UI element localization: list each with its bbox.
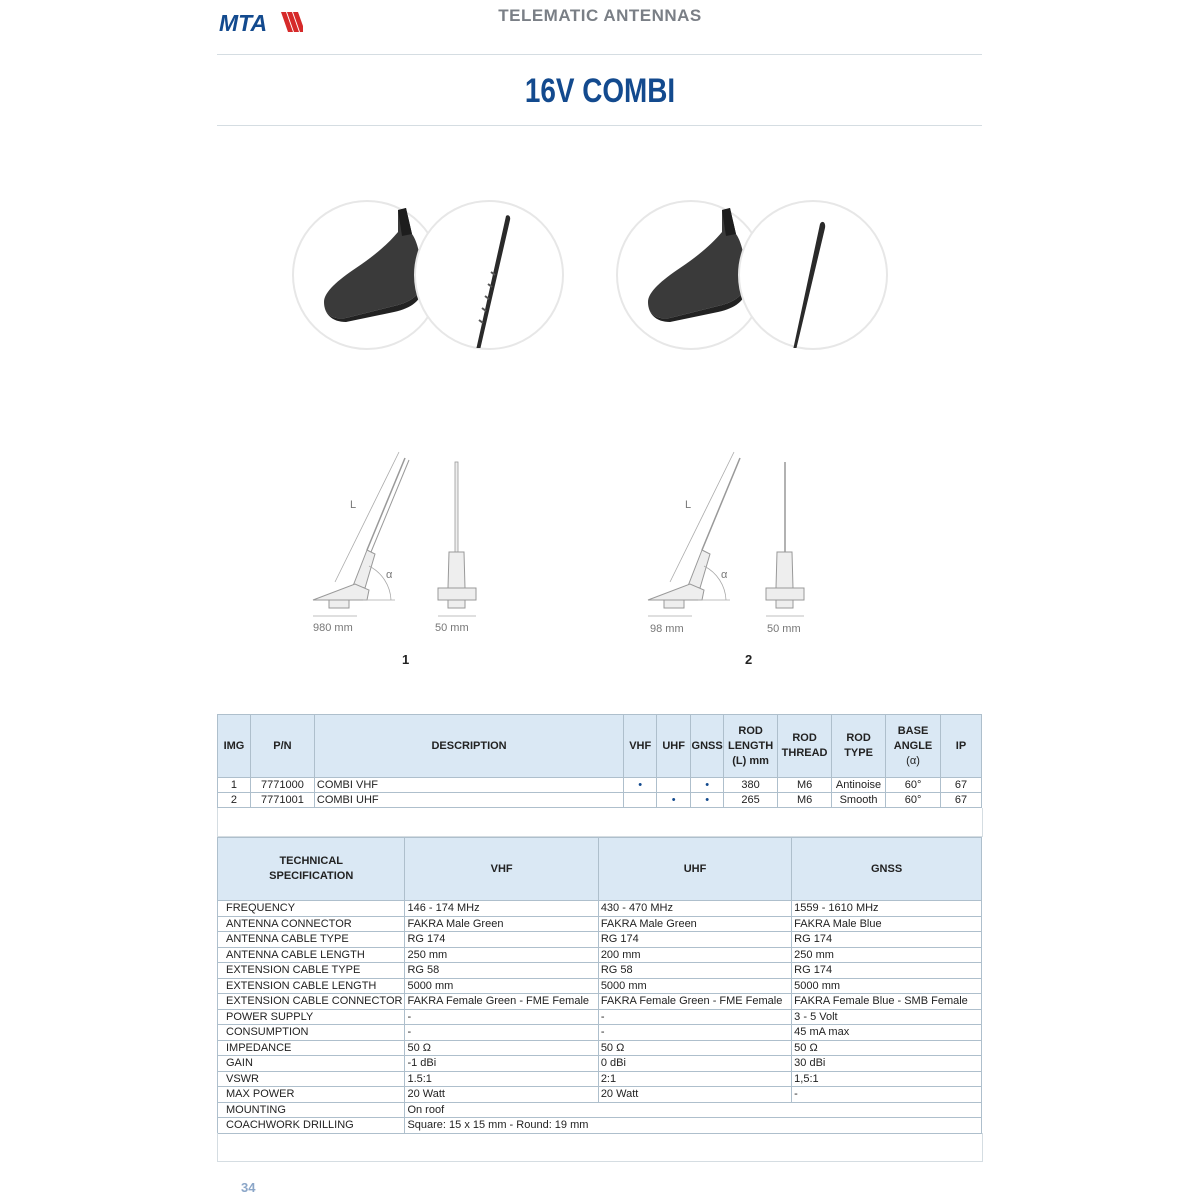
table-row <box>218 932 982 948</box>
header-rod-type: ROD TYPE <box>832 715 886 778</box>
base-width-label-2: 98 mm <box>650 623 684 635</box>
cell-spec-uhf: - <box>598 1009 791 1025</box>
cell-spec-label: FREQUENCY <box>218 901 405 917</box>
cell-spec-gnss: 250 mm <box>792 947 982 963</box>
cell-spec-label: ANTENNA CABLE TYPE <box>218 932 405 948</box>
length-label-1: L <box>350 499 357 511</box>
header-uhf: UHF <box>657 715 691 778</box>
table-row <box>218 994 982 1010</box>
cell-spec-uhf: FAKRA Female Green - FME Female <box>598 994 791 1010</box>
angle-label-2: α <box>721 569 728 581</box>
cell-vhf: • <box>624 778 657 793</box>
header-pn: P/N <box>250 715 314 778</box>
cell-spec-label: EXTENSION CABLE LENGTH <box>218 978 405 994</box>
table-row <box>218 778 982 793</box>
header-ip: IP <box>941 715 982 778</box>
cell-ip: 67 <box>941 793 982 808</box>
cell-description: COMBI UHF <box>314 793 623 808</box>
table-row <box>218 1025 982 1041</box>
diagram-number-2: 2 <box>745 652 753 667</box>
cell-spec-uhf: RG 58 <box>598 963 791 979</box>
cell-base-angle: 60° <box>886 778 941 793</box>
page-number: 34 <box>241 1180 256 1195</box>
header-rod-length: ROD LENGTH (L) mm <box>724 715 778 778</box>
header-spec-uhf: UHF <box>598 838 791 901</box>
header-img: IMG <box>218 715 251 778</box>
length-label-2: L <box>685 499 692 511</box>
cell-pn: 7771000 <box>250 778 314 793</box>
cell-gnss: • <box>691 793 724 808</box>
spec-table <box>217 837 982 1134</box>
front-width-label-2: 50 mm <box>767 623 801 635</box>
cell-spec-label: MAX POWER <box>218 1087 405 1103</box>
products-table-header <box>218 715 982 778</box>
cell-spec-uhf: 200 mm <box>598 947 791 963</box>
table-row <box>218 1071 982 1087</box>
angle-label-1: α <box>386 569 393 581</box>
table-row <box>218 1087 982 1103</box>
cell-uhf <box>657 778 691 793</box>
cell-spec-uhf: 430 - 470 MHz <box>598 901 791 917</box>
cell-spec-uhf: 2:1 <box>598 1071 791 1087</box>
cell-spec-vhf: FAKRA Male Green <box>405 916 598 932</box>
table-row <box>218 1056 982 1072</box>
header-base-angle: BASE ANGLE (α) <box>886 715 941 778</box>
cell-spec-uhf: FAKRA Male Green <box>598 916 791 932</box>
cell-spec-gnss: FAKRA Female Blue - SMB Female <box>792 994 982 1010</box>
technical-diagram-2 <box>640 450 820 640</box>
products-table-frame <box>217 808 983 837</box>
product-photo-2-rod <box>738 200 888 350</box>
front-width-label-1: 50 mm <box>435 622 469 634</box>
cell-spec-label: IMPEDANCE <box>218 1040 405 1056</box>
cell-spec-vhf: RG 174 <box>405 932 598 948</box>
cell-spec-gnss: 5000 mm <box>792 978 982 994</box>
cell-spec-uhf: 20 Watt <box>598 1087 791 1103</box>
cell-spec-gnss: RG 174 <box>792 963 982 979</box>
cell-img: 1 <box>218 778 251 793</box>
cell-rod-length: 265 <box>724 793 778 808</box>
cell-spec-uhf: 0 dBi <box>598 1056 791 1072</box>
cell-gnss: • <box>691 778 724 793</box>
cell-spec-vhf: 1.5:1 <box>405 1071 598 1087</box>
cell-spec-value: On roof <box>405 1102 982 1118</box>
cell-rod-length: 380 <box>724 778 778 793</box>
table-row <box>218 978 982 994</box>
cell-spec-gnss: 45 mA max <box>792 1025 982 1041</box>
table-row <box>218 793 982 808</box>
cell-img: 2 <box>218 793 251 808</box>
cell-uhf: • <box>657 793 691 808</box>
spec-table-header <box>218 838 982 901</box>
logo-lettering: MTA <box>219 10 268 34</box>
header-gnss: GNSS <box>691 715 724 778</box>
table-row <box>218 916 982 932</box>
header-vhf: VHF <box>624 715 657 778</box>
cell-spec-value: Square: 15 x 15 mm - Round: 19 mm <box>405 1118 982 1134</box>
cell-spec-gnss: 1559 - 1610 MHz <box>792 901 982 917</box>
table-row <box>218 901 982 917</box>
table-row <box>218 947 982 963</box>
diagram-number-1: 1 <box>402 652 410 667</box>
header-divider <box>217 54 982 55</box>
cell-spec-uhf: RG 174 <box>598 932 791 948</box>
cell-spec-gnss: 30 dBi <box>792 1056 982 1072</box>
cell-spec-vhf: FAKRA Female Green - FME Female <box>405 994 598 1010</box>
header-spec-vhf: VHF <box>405 838 598 901</box>
cell-description: COMBI VHF <box>314 778 623 793</box>
table-row <box>218 1118 982 1134</box>
base-width-label-1: 980 mm <box>313 622 353 634</box>
products-table <box>217 714 982 808</box>
cell-spec-gnss: - <box>792 1087 982 1103</box>
header-spec-gnss: GNSS <box>792 838 982 901</box>
cell-spec-vhf: 20 Watt <box>405 1087 598 1103</box>
cell-spec-label: VSWR <box>218 1071 405 1087</box>
cell-rod-thread: M6 <box>778 793 832 808</box>
cell-spec-vhf: 50 Ω <box>405 1040 598 1056</box>
cell-spec-label: EXTENSION CABLE CONNECTOR <box>218 994 405 1010</box>
table-row <box>218 963 982 979</box>
cell-rod-type: Smooth <box>832 793 886 808</box>
cell-spec-gnss: 1,5:1 <box>792 1071 982 1087</box>
table-row <box>218 1009 982 1025</box>
cell-spec-gnss: 3 - 5 Volt <box>792 1009 982 1025</box>
cell-spec-gnss: FAKRA Male Blue <box>792 916 982 932</box>
spec-table-frame <box>217 1133 983 1162</box>
cell-pn: 7771001 <box>250 793 314 808</box>
cell-spec-vhf: 5000 mm <box>405 978 598 994</box>
cell-spec-label: COACHWORK DRILLING <box>218 1118 405 1134</box>
cell-spec-vhf: - <box>405 1009 598 1025</box>
cell-spec-vhf: -1 dBi <box>405 1056 598 1072</box>
cell-spec-label: GAIN <box>218 1056 405 1072</box>
cell-rod-thread: M6 <box>778 778 832 793</box>
cell-spec-vhf: 146 - 174 MHz <box>405 901 598 917</box>
title-divider <box>217 125 982 126</box>
cell-spec-label: ANTENNA CONNECTOR <box>218 916 405 932</box>
cell-spec-label: POWER SUPPLY <box>218 1009 405 1025</box>
cell-spec-vhf: - <box>405 1025 598 1041</box>
header-spec: TECHNICAL SPECIFICATION <box>218 838 405 901</box>
cell-spec-vhf: 250 mm <box>405 947 598 963</box>
cell-spec-uhf: - <box>598 1025 791 1041</box>
cell-spec-uhf: 5000 mm <box>598 978 791 994</box>
page-title: 16V COMBI <box>524 72 676 110</box>
cell-spec-label: EXTENSION CABLE TYPE <box>218 963 405 979</box>
table-row <box>218 1102 982 1118</box>
product-photo-1-rod <box>414 200 564 350</box>
cell-ip: 67 <box>941 778 982 793</box>
table-row <box>218 1040 982 1056</box>
cell-vhf <box>624 793 657 808</box>
technical-diagram-1 <box>305 450 485 640</box>
cell-spec-uhf: 50 Ω <box>598 1040 791 1056</box>
cell-spec-label: MOUNTING <box>218 1102 405 1118</box>
header-description: DESCRIPTION <box>314 715 623 778</box>
cell-spec-label: ANTENNA CABLE LENGTH <box>218 947 405 963</box>
cell-spec-label: CONSUMPTION <box>218 1025 405 1041</box>
cell-base-angle: 60° <box>886 793 941 808</box>
section-title: TELEMATIC ANTENNAS <box>498 6 702 25</box>
cell-rod-type: Antinoise <box>832 778 886 793</box>
cell-spec-gnss: 50 Ω <box>792 1040 982 1056</box>
header-rod-thread: ROD THREAD <box>778 715 832 778</box>
cell-spec-gnss: RG 174 <box>792 932 982 948</box>
cell-spec-vhf: RG 58 <box>405 963 598 979</box>
